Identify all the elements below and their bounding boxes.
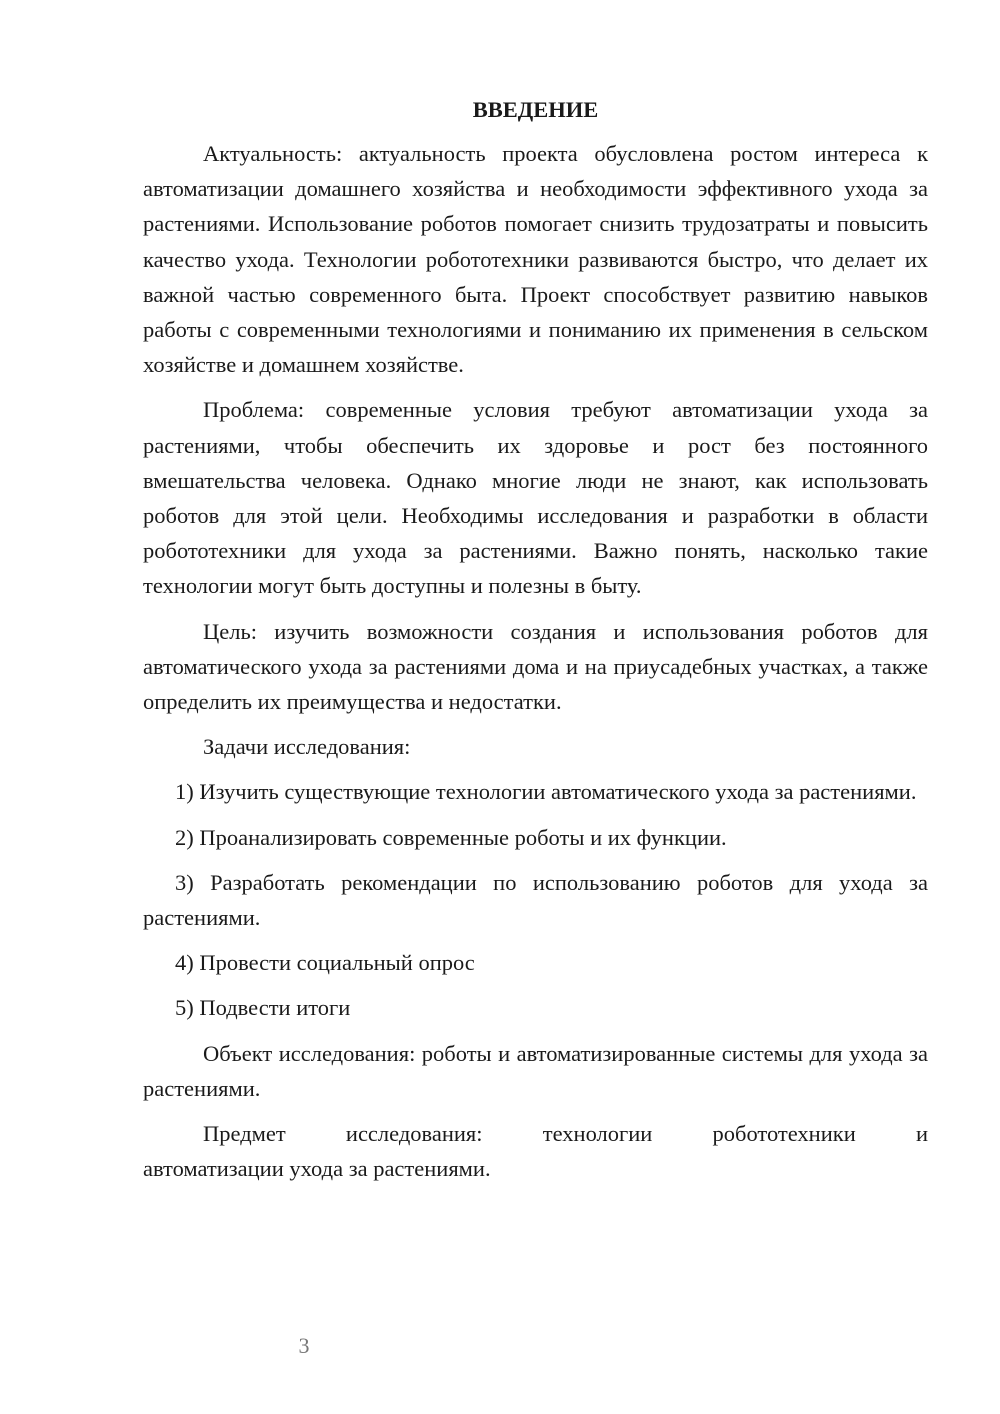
goal-paragraph: Цель: изучить возможности создания и использования роботов для автоматического ухода за растениями дома и на приусадебных участках, а также определить их преимущества и недостатки. — [143, 618, 928, 715]
document-page — [143, 92, 928, 1186]
subject-line-1: Предмет исследования: технологии робототехники и — [203, 1121, 928, 1147]
task-item-1: 1) Изучить существующие технологии автоматического ухода за растениями. — [175, 779, 917, 805]
page-number-text: 3 — [298, 1333, 310, 1358]
task-item-3: 3) Разработать рекомендации по использованию роботов для ухода за растениями. — [143, 869, 928, 931]
page-title: ВВЕДЕНИЕ — [472, 97, 599, 122]
object-paragraph: Объект исследования: роботы и автоматизированные системы для ухода за растениями. — [143, 1040, 928, 1101]
subject-paragraph — [143, 1116, 928, 1186]
task-item-5: 5) Подвести итоги — [175, 995, 351, 1021]
task-item-2: 2) Проанализировать современные роботы и их функции. — [175, 824, 727, 850]
page-number — [72, 1333, 1000, 1359]
relevance-paragraph: Актуальность: актуальность проекта обусловлена ростом интереса к автоматизации домашнего хозяйства и необходимости эффективного ухода за растениями. Использование роботов помогает снизить трудозатраты и повысить качество ухода. Технологии робототехники развиваются быстро, что делает их важной частью современного быта. Проект способствует развитию навыков работы с современными технологиями и пониманию их применения в сельском хозяйстве и домашнем хозяйстве. — [143, 141, 928, 378]
subject-line-2: автоматизации ухода за растениями. — [143, 1156, 491, 1182]
tasks-heading: Задачи исследования: — [203, 734, 411, 760]
problem-paragraph: Проблема: современные условия требуют автоматизации ухода за растениями, чтобы обеспечить их здоровье и рост без постоянного вмешательства человека. Однако многие люди не знают, как использовать роботов для этой цели. Необходимы исследования и разработки в области робототехники для ухода за растениями. Важно понять, насколько такие технологии могут быть доступны и полезны в быту. — [143, 397, 928, 599]
task-item-4: 4) Провести социальный опрос — [175, 950, 475, 976]
